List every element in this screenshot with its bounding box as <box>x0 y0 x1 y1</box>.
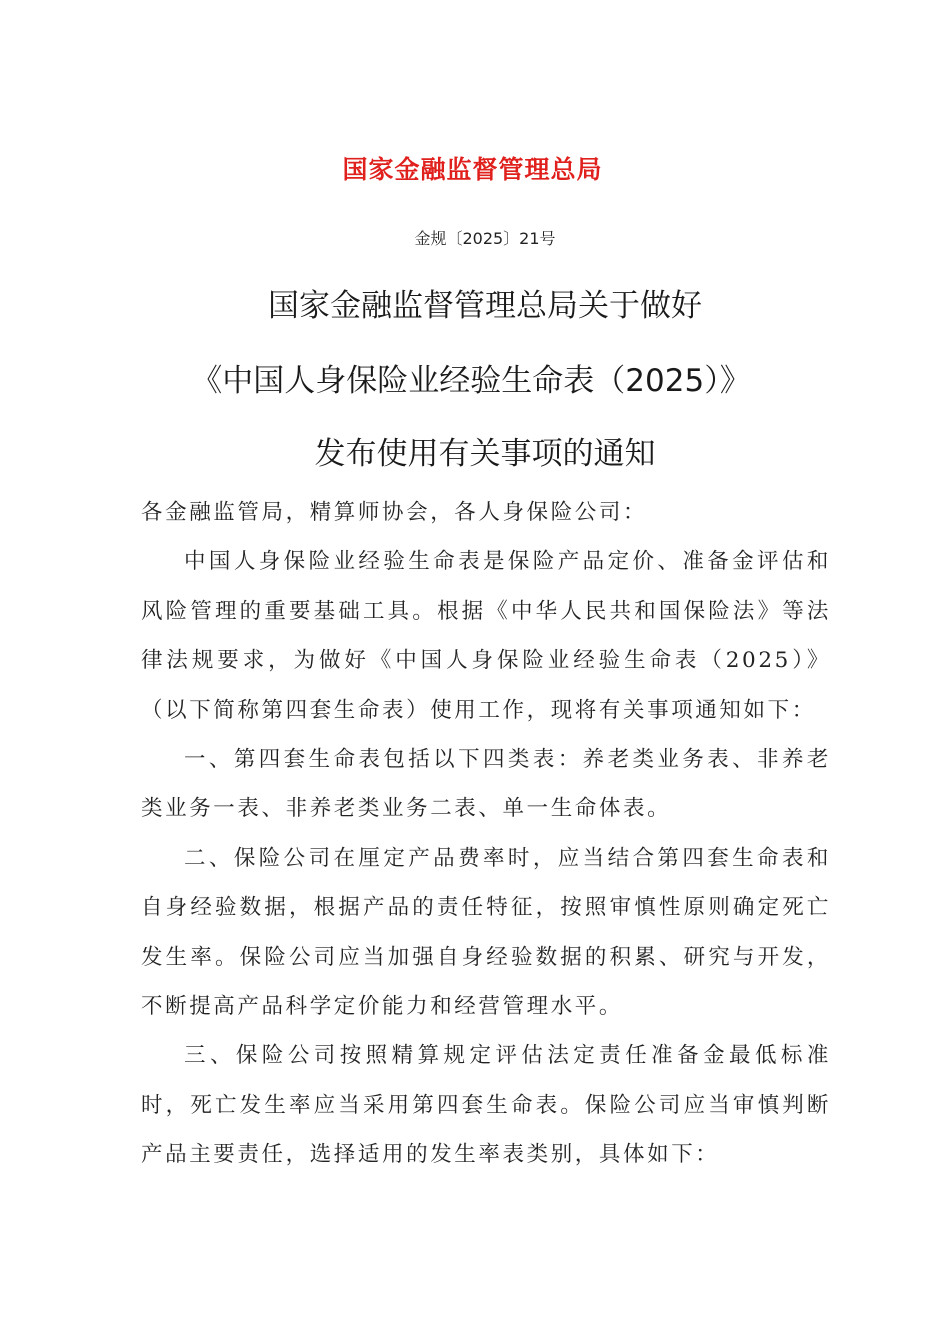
document-number: 金规〔2025〕21号 <box>414 229 556 248</box>
document-body <box>141 488 831 1180</box>
paragraph-intro: 中国人身保险业经验生命表是保险产品定价、准备金评估和风险管理的重要基础工具。根据《中华人民共和国保险法》等法律法规要求，为做好《中国人身保险业经验生命表（2025）》（以下简称第四套生命表）使用工作，现将有关事项通知如下： <box>141 549 831 723</box>
salutation: 各金融监管局，精算师协会，各人身保险公司： <box>141 500 648 525</box>
paragraph-item-3: 三、保险公司按照精算规定评估法定责任准备金最低标准时，死亡发生率应当采用第四套生命表。保险公司应当审慎判断产品主要责任，选择适用的发生率表类别，具体如下： <box>141 1043 831 1168</box>
issuer-heading: 国家金融监督管理总局 <box>342 155 603 184</box>
title-line-1: 国家金融监督管理总局关于做好 <box>268 288 702 324</box>
title-line-2: 《中国人身保险业经验生命表（2025）》 <box>191 363 751 399</box>
title-line-3: 发布使用有关事项的通知 <box>314 436 656 472</box>
paragraph-item-1: 一、第四套生命表包括以下四类表：养老类业务表、非养老类业务一表、非养老类业务二表、单一生命体表。 <box>141 747 831 822</box>
paragraph-item-2: 二、保险公司在厘定产品费率时，应当结合第四套生命表和自身经验数据，根据产品的责任特征，按照审慎性原则确定死亡发生率。保险公司应当加强自身经验数据的积累、研究与开发，不断提高产品科学定价能力和经营管理水平。 <box>141 845 831 1020</box>
